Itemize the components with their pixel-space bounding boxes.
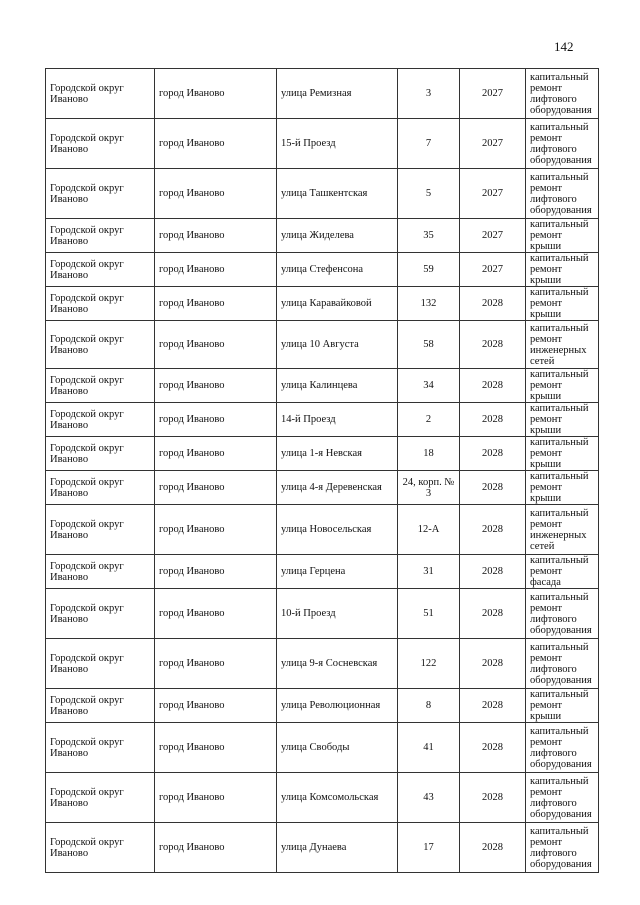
- house-number-cell: 58: [398, 321, 460, 369]
- street-cell: улица 9-я Сосневская: [277, 639, 398, 689]
- year-cell: 2028: [460, 773, 526, 823]
- work-type-cell: капитальный ремонт лифтового оборудования: [526, 589, 599, 639]
- year-cell: 2028: [460, 689, 526, 723]
- work-type-cell: капитальный ремонт крыши: [526, 403, 599, 437]
- table-row: [46, 219, 599, 253]
- work-type-cell: капитальный ремонт лифтового оборудования: [526, 639, 599, 689]
- table-row: [46, 639, 599, 689]
- house-number-cell: 122: [398, 639, 460, 689]
- year-cell: 2027: [460, 219, 526, 253]
- municipal-okrug-cell: Городской округ Иваново: [46, 639, 155, 689]
- table-row: [46, 369, 599, 403]
- street-cell: улица 1-я Невская: [277, 437, 398, 471]
- street-cell: улица Комсомольская: [277, 773, 398, 823]
- year-cell: 2028: [460, 555, 526, 589]
- settlement-cell: город Иваново: [155, 253, 277, 287]
- table-row: [46, 321, 599, 369]
- year-cell: 2028: [460, 437, 526, 471]
- settlement-cell: город Иваново: [155, 639, 277, 689]
- municipal-okrug-cell: Городской округ Иваново: [46, 723, 155, 773]
- settlement-cell: город Иваново: [155, 437, 277, 471]
- year-cell: 2028: [460, 505, 526, 555]
- settlement-cell: город Иваново: [155, 773, 277, 823]
- house-number-cell: 12-А: [398, 505, 460, 555]
- settlement-cell: город Иваново: [155, 723, 277, 773]
- table-row: [46, 471, 599, 505]
- municipal-okrug-cell: Городской округ Иваново: [46, 589, 155, 639]
- year-cell: 2027: [460, 69, 526, 119]
- house-number-cell: 41: [398, 723, 460, 773]
- municipal-okrug-cell: Городской округ Иваново: [46, 169, 155, 219]
- municipal-okrug-cell: Городской округ Иваново: [46, 287, 155, 321]
- settlement-cell: город Иваново: [155, 119, 277, 169]
- street-cell: улица Свободы: [277, 723, 398, 773]
- table-row: [46, 287, 599, 321]
- settlement-cell: город Иваново: [155, 555, 277, 589]
- street-cell: 14-й Проезд: [277, 403, 398, 437]
- municipal-okrug-cell: Городской округ Иваново: [46, 437, 155, 471]
- settlement-cell: город Иваново: [155, 823, 277, 873]
- street-cell: 10-й Проезд: [277, 589, 398, 639]
- table-row: [46, 723, 599, 773]
- municipal-okrug-cell: Городской округ Иваново: [46, 823, 155, 873]
- page-number: 142: [554, 39, 574, 54]
- table-body: [46, 69, 599, 873]
- year-cell: 2028: [460, 823, 526, 873]
- municipal-okrug-cell: Городской округ Иваново: [46, 555, 155, 589]
- municipal-okrug-cell: Городской округ Иваново: [46, 505, 155, 555]
- work-type-cell: капитальный ремонт крыши: [526, 253, 599, 287]
- street-cell: улица Калинцева: [277, 369, 398, 403]
- table-row: [46, 119, 599, 169]
- settlement-cell: город Иваново: [155, 169, 277, 219]
- work-type-cell: капитальный ремонт крыши: [526, 219, 599, 253]
- house-number-cell: 2: [398, 403, 460, 437]
- street-cell: улица Ташкентская: [277, 169, 398, 219]
- work-type-cell: капитальный ремонт лифтового оборудования: [526, 723, 599, 773]
- work-type-cell: капитальный ремонт крыши: [526, 471, 599, 505]
- year-cell: 2028: [460, 369, 526, 403]
- table-row: [46, 437, 599, 471]
- municipal-okrug-cell: Городской округ Иваново: [46, 69, 155, 119]
- municipal-okrug-cell: Городской округ Иваново: [46, 471, 155, 505]
- work-type-cell: капитальный ремонт лифтового оборудования: [526, 69, 599, 119]
- house-number-cell: 18: [398, 437, 460, 471]
- settlement-cell: город Иваново: [155, 505, 277, 555]
- settlement-cell: город Иваново: [155, 589, 277, 639]
- work-type-cell: капитальный ремонт крыши: [526, 689, 599, 723]
- house-number-cell: 7: [398, 119, 460, 169]
- settlement-cell: город Иваново: [155, 403, 277, 437]
- work-type-cell: капитальный ремонт инженерных сетей: [526, 505, 599, 555]
- house-number-cell: 51: [398, 589, 460, 639]
- house-number-cell: 5: [398, 169, 460, 219]
- work-type-cell: капитальный ремонт крыши: [526, 437, 599, 471]
- street-cell: улица Дунаева: [277, 823, 398, 873]
- house-number-cell: 35: [398, 219, 460, 253]
- work-type-cell: капитальный ремонт фасада: [526, 555, 599, 589]
- house-number-cell: 3: [398, 69, 460, 119]
- year-cell: 2028: [460, 321, 526, 369]
- street-cell: улица Жиделева: [277, 219, 398, 253]
- settlement-cell: город Иваново: [155, 69, 277, 119]
- municipal-okrug-cell: Городской округ Иваново: [46, 689, 155, 723]
- year-cell: 2027: [460, 119, 526, 169]
- year-cell: 2028: [460, 589, 526, 639]
- house-number-cell: 34: [398, 369, 460, 403]
- municipal-okrug-cell: Городской округ Иваново: [46, 403, 155, 437]
- table-row: [46, 823, 599, 873]
- repair-schedule-table: [45, 68, 599, 873]
- work-type-cell: капитальный ремонт крыши: [526, 287, 599, 321]
- table-row: [46, 169, 599, 219]
- municipal-okrug-cell: Городской округ Иваново: [46, 119, 155, 169]
- house-number-cell: 59: [398, 253, 460, 287]
- year-cell: 2028: [460, 287, 526, 321]
- street-cell: улица Ремизная: [277, 69, 398, 119]
- table-row: [46, 505, 599, 555]
- year-cell: 2027: [460, 169, 526, 219]
- street-cell: улица Каравайковой: [277, 287, 398, 321]
- municipal-okrug-cell: Городской округ Иваново: [46, 219, 155, 253]
- house-number-cell: 132: [398, 287, 460, 321]
- work-type-cell: капитальный ремонт лифтового оборудования: [526, 773, 599, 823]
- year-cell: 2028: [460, 723, 526, 773]
- house-number-cell: 24, корп. № 3: [398, 471, 460, 505]
- settlement-cell: город Иваново: [155, 689, 277, 723]
- table-row: [46, 589, 599, 639]
- work-type-cell: капитальный ремонт крыши: [526, 369, 599, 403]
- settlement-cell: город Иваново: [155, 369, 277, 403]
- house-number-cell: 17: [398, 823, 460, 873]
- table-row: [46, 773, 599, 823]
- table-row: [46, 69, 599, 119]
- street-cell: улица Революционная: [277, 689, 398, 723]
- work-type-cell: капитальный ремонт лифтового оборудования: [526, 119, 599, 169]
- year-cell: 2027: [460, 253, 526, 287]
- table-row: [46, 403, 599, 437]
- municipal-okrug-cell: Городской округ Иваново: [46, 253, 155, 287]
- house-number-cell: 43: [398, 773, 460, 823]
- municipal-okrug-cell: Городской округ Иваново: [46, 369, 155, 403]
- table-row: [46, 253, 599, 287]
- street-cell: улица 4-я Деревенская: [277, 471, 398, 505]
- street-cell: улица Стефенсона: [277, 253, 398, 287]
- year-cell: 2028: [460, 639, 526, 689]
- street-cell: улица Герцена: [277, 555, 398, 589]
- street-cell: 15-й Проезд: [277, 119, 398, 169]
- settlement-cell: город Иваново: [155, 287, 277, 321]
- table-row: [46, 689, 599, 723]
- house-number-cell: 31: [398, 555, 460, 589]
- settlement-cell: город Иваново: [155, 219, 277, 253]
- year-cell: 2028: [460, 471, 526, 505]
- settlement-cell: город Иваново: [155, 471, 277, 505]
- work-type-cell: капитальный ремонт лифтового оборудования: [526, 169, 599, 219]
- municipal-okrug-cell: Городской округ Иваново: [46, 321, 155, 369]
- street-cell: улица 10 Августа: [277, 321, 398, 369]
- municipal-okrug-cell: Городской округ Иваново: [46, 773, 155, 823]
- settlement-cell: город Иваново: [155, 321, 277, 369]
- work-type-cell: капитальный ремонт лифтового оборудования: [526, 823, 599, 873]
- work-type-cell: капитальный ремонт инженерных сетей: [526, 321, 599, 369]
- year-cell: 2028: [460, 403, 526, 437]
- table-row: [46, 555, 599, 589]
- street-cell: улица Новосельская: [277, 505, 398, 555]
- house-number-cell: 8: [398, 689, 460, 723]
